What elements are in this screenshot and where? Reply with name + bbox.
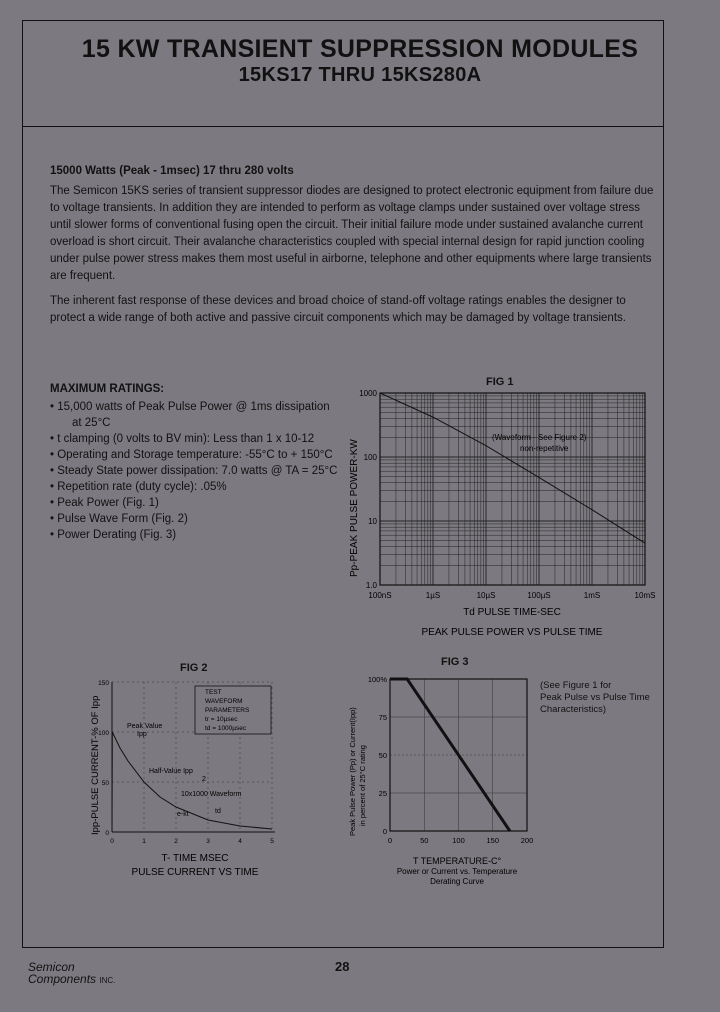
fig1-xtick: 100µS <box>527 591 551 600</box>
fig2-peak-sub: Ipp <box>137 731 147 738</box>
fig1-ytick: 100 <box>363 453 377 462</box>
fig2-xlabel: T- TIME MSEC <box>161 853 229 864</box>
fig1-note-1: (Waveform - See Figure 2) <box>492 433 587 442</box>
fig2-box-line: PARAMETERS <box>205 707 250 714</box>
fig2-xtick: 5 <box>270 838 274 845</box>
fig3-caption-1: Power or Current vs. Temperature <box>396 867 518 876</box>
fig2-box-line: td = 1000µsec <box>205 725 247 732</box>
fig2-box-line: tr = 10µsec <box>205 716 238 723</box>
fig2-td-label: td <box>215 808 221 815</box>
page-title: 15 KW TRANSIENT SUPPRESSION MODULES <box>81 35 639 63</box>
fig1-ytick: 10 <box>368 517 377 526</box>
fig1-xtick: 10mS <box>634 591 656 600</box>
fig1-ylabel: Pp-PEAK PULSE POWER-KW <box>349 439 360 577</box>
fig1-plot-frame <box>380 393 645 585</box>
company-logo <box>28 961 115 987</box>
fig1-xtick: 1µS <box>425 591 441 600</box>
rating-item: • Repetition rate (duty cycle): .05% <box>50 481 227 493</box>
company-inc: INC. <box>99 976 116 985</box>
page-number: 28 <box>335 959 350 974</box>
fig3-xlabel: T TEMPERATURE-C° <box>412 856 502 866</box>
fig1-caption: PEAK PULSE POWER VS PULSE TIME <box>421 627 603 638</box>
rating-item: • Steady State power dissipation: 7.0 watts @ TA = 25°C <box>50 465 338 477</box>
fig1-chart <box>340 385 665 645</box>
fig3-xtick: 50 <box>420 836 429 845</box>
fig1-label: FIG 1 <box>486 376 514 388</box>
fig3-label: FIG 3 <box>441 656 469 668</box>
fig3-ytick: 75 <box>378 713 387 722</box>
fig2-xtick: 2 <box>174 838 178 845</box>
fig2-label: FIG 2 <box>180 662 208 674</box>
fig1-xlabel: Td PULSE TIME-SEC <box>463 607 561 618</box>
rating-item: • Operating and Storage temperature: -55°C to + 150°C <box>50 449 333 461</box>
fig1-note-2: non-repetitive <box>520 444 569 453</box>
fig2-half-sub: 2 <box>202 776 206 783</box>
fig3-ylabel-2: in percent of 25°C rating <box>358 745 367 826</box>
fig3-ylabel-1: Peak Pulse Power (Pp) or Current(Ipp) <box>348 707 357 836</box>
fig2-ylabel: Ipp-PULSE CURRENT-% OF Ipp <box>90 695 101 835</box>
fig2-exp-label: 10x1000 Waveform <box>181 791 242 798</box>
ratings-list <box>50 399 350 543</box>
fig1-xtick: 100nS <box>368 591 392 600</box>
fig2-ytick: 100 <box>98 730 109 737</box>
rating-item: • Power Derating (Fig. 3) <box>50 529 177 541</box>
intro-paragraph-2: The inherent fast response of these devices and broad choice of stand-off voltage ratings enables the designer to protect a wide range of both active and passive circuit components which may be damaged by voltage transients. <box>50 295 626 324</box>
fig2-ytick: 50 <box>101 780 109 787</box>
fig2-xtick: 0 <box>110 838 114 845</box>
fig3-ytick: 25 <box>378 789 387 798</box>
intro-heading: 15000 Watts (Peak - 1msec) 17 thru 280 volts <box>50 165 294 177</box>
fig2-chart <box>85 672 290 882</box>
company-name-2: Components <box>28 972 97 986</box>
fig2-ytick: 0 <box>105 830 109 837</box>
fig2-box-line: TEST <box>205 689 222 696</box>
fig3-ytick: 100% <box>367 675 387 684</box>
fig2-xtick: 4 <box>238 838 242 845</box>
rating-item: • Pulse Wave Form (Fig. 2) <box>50 513 188 525</box>
fig2-ekt-label: e-kt <box>177 811 189 818</box>
fig3-note-line: Characteristics) <box>540 704 606 715</box>
fig2-xtick: 3 <box>206 838 210 845</box>
fig3-caption-2: Derating Curve <box>430 877 484 886</box>
fig3-note-line: (See Figure 1 for <box>540 680 612 691</box>
fig2-xtick: 1 <box>142 838 146 845</box>
fig1-xtick: 10µS <box>476 591 496 600</box>
fig1-ytick: 1000 <box>359 389 377 398</box>
fig2-ytick: 150 <box>98 680 109 687</box>
rating-item: at 25°C <box>72 417 111 429</box>
ratings-heading: MAXIMUM RATINGS: <box>50 383 165 395</box>
fig2-caption: PULSE CURRENT VS TIME <box>131 867 259 878</box>
company-name-1: Semicon <box>28 960 75 974</box>
fig2-half-label: Half-Value Ipp <box>149 768 193 775</box>
rating-item: • Peak Power (Fig. 1) <box>50 497 159 509</box>
fig3-ytick: 50 <box>378 751 387 760</box>
fig3-chart <box>342 668 542 890</box>
rating-item: • t clamping (0 volts to BV min): Less than 1 x 10-12 <box>50 433 315 445</box>
fig3-note <box>540 680 650 716</box>
fig3-xtick: 0 <box>387 836 393 845</box>
intro-paragraph-1: The Semicon 15KS series of transient suppressor diodes are designed to protect electronic equipment from failure due to voltage transients. In addition they are intended to perform as voltage clamps under sustained over voltage stress until slower forms of conventional fusing open the circuit. Their initial failure mode under sustained avalanche current overload is short circuit. Their avalanche characteristics coupled with special internal design for rapid junction cooling under pulse power stress makes them most useful in airborne, telephone and other equipments where large transients are frequent. <box>50 185 654 282</box>
fig3-xtick: 100 <box>452 836 465 845</box>
fig2-box-line: WAVEFORM <box>205 698 243 705</box>
rating-item: • 15,000 watts of Peak Pulse Power @ 1ms dissipation <box>50 401 330 413</box>
fig1-xtick: 1mS <box>583 591 601 600</box>
fig2-peak-label: Peak Value <box>127 723 163 730</box>
fig3-note-line: Peak Pulse vs Pulse Time <box>540 692 650 703</box>
fig3-xtick: 200 <box>520 836 534 845</box>
page-subtitle: 15KS17 THRU 15KS280A <box>238 64 482 86</box>
fig1-ytick: 1.0 <box>365 581 377 590</box>
fig3-ytick: 0 <box>382 827 387 836</box>
fig3-xtick: 150 <box>486 836 500 845</box>
